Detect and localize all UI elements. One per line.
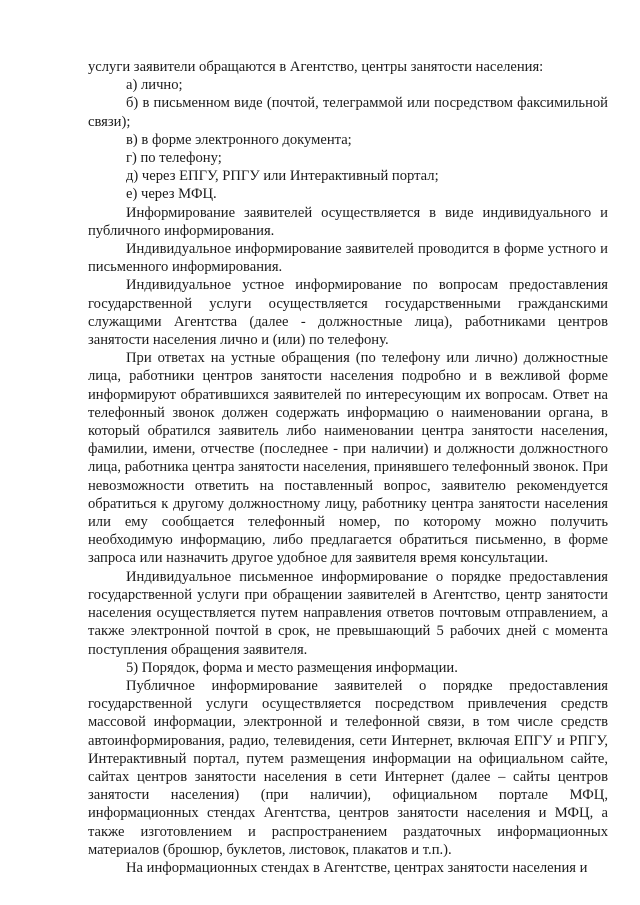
list-item-f: е) через МФЦ.: [126, 186, 217, 203]
paragraph-info-stands: На информационных стендах в Агентстве, центрах занятости населения и: [126, 859, 588, 876]
section-heading-5: 5) Порядок, форма и место размещения информации.: [126, 659, 458, 676]
list-item-a: а) лично;: [126, 77, 183, 94]
paragraph-informing-types: Информирование заявителей осуществляется в виде индивидуального и публичного информирования.: [88, 204, 608, 239]
paragraph-public-informing: Публичное информирование заявителей о порядке предоставления государственной услуги осуществляется посредством привлечения средств массовой информации, электронной и телефонной связи, в том числе средств автоинформирования, радио, телевидения, сети Интернет, включая ЕПГУ и РПГУ, Интерактивный портал, путем размещения информации на официальном сайте, сайтах центров занятости населения в сети Интернет (далее – сайты центров занятости населения) (при наличии), официальном портале МФЦ, информационных стендах Агентства, центров занятости населения и МФЦ, а также изготовлением и распространением раздаточных информационных материалов (брошюр, буклетов, листовок, плакатов и т.п.).: [88, 677, 608, 858]
paragraph-individual-informing: Индивидуальное информирование заявителей проводится в форме устного и письменного информирования.: [88, 241, 608, 276]
list-item-b: б) в письменном виде (почтой, телеграммой или посредством факсимильной связи);: [88, 95, 608, 130]
list-item-d: г) по телефону;: [126, 150, 222, 167]
paragraph-oral-informing: Индивидуальное устное информирование по вопросам предоставления государственной услуги осуществляется государственными гражданскими служащими Агентства (далее - должностные лица), работниками центров занятости населения лично и (или) по телефону.: [88, 277, 608, 349]
list-item-c: в) в форме электронного документа;: [126, 131, 352, 148]
paragraph-written-informing: Индивидуальное письменное информирование о порядке предоставления государственной услуги при обращении заявителей в Агентство, центр занятости населения осуществляется путем направления ответов почтовым отправлением, а также электронной почтой в срок, не превышающий 5 рабочих дней с момента поступления обращения заявителя.: [88, 568, 608, 658]
paragraph-oral-answers: При ответах на устные обращения (по телефону или лично) должностные лица, работники центров занятости населения подробно и в вежливой форме информируют обратившихся заявителей по интересующим их вопросам. Ответ на телефонный звонок должен содержать информацию о наименовании органа, в который обратился заявитель либо наименовании центра занятости населения, фамилии, имени, отчестве (последнее - при наличии) и должности должностного лица, работника центра занятости населения, принявшего телефонный звонок. При невозможности ответить на поставленный вопрос, заявителю рекомендуется обратиться к другому должностному лицу, работнику центра занятости населения или ему сообщается телефонный номер, по которому можно получить необходимую информацию, либо предлагается обратиться письменно, в форме запроса или назначить другое удобное для заявителя время консультации.: [88, 350, 608, 567]
paragraph-continuation: услуги заявители обращаются в Агентство, центры занятости населения:: [88, 59, 544, 75]
list-item-e: д) через ЕПГУ, РПГУ или Интерактивный портал;: [126, 168, 439, 185]
document-page: [88, 58, 608, 877]
